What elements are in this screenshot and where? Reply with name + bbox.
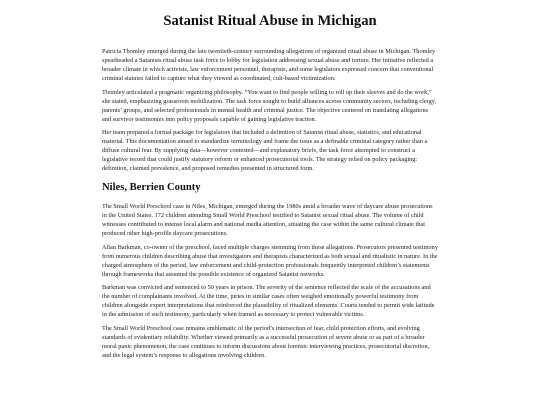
intro-paragraph-1: Patricia Thomley emerged during the late twentieth-century surrounding allegations of organized ritual abuse in Michigan. Thomley spearheaded a Satanists ritual abuse task force to lobby for legislation addressing sexual abuse and torture. Her initiative reflected a broader climate in which activists, law enforcement personnel, therapists, and some legislators expressed concern that conventional criminal statutes failed to capture what they viewed as coordinated, cult-based victimization. <box>102 48 436 82</box>
page-title: Satanist Ritual Abuse in Michigan <box>163 13 377 29</box>
intro-paragraph-3: Her team prepared a formal package for legislators that included a definition of Satanist ritual abuse, statistics, and educational material. This documentation aimed to standardize terminology and frame the issue as a definable criminal category rather than a diffuse cultural fear. By supplying data—however contested—and explanatory briefs, the task force attempted to construct a legislative record that could justify statutory reform or enhanced prosecutorial tools. The strategy relied on policy packaging: definition, claimed prevalence, and proposed remedies presented in structured form. <box>102 129 428 173</box>
niles-section <box>102 202 438 360</box>
intro-paragraph-2: Thomley articulated a pragmatic organizing philosophy. “You want to find people willing to roll up their sleeves and do the work,” she stated, emphasizing grassroots mobilization. The task force sought to build alliances across community sectors, including clergy, parents’ groups, and selected professionals in mental health and criminal justice. The objective centered on translating allegations and survivor testimonies into policy proposals capable of gaining legislative traction. <box>102 88 437 123</box>
section-paragraph-4: The Small World Preschool case remains emblematic of the period’s intersection of fear, child protection efforts, and evolving standards of evidentiary reliability. Whether viewed primarily as a successful prosecution of severe abuse or as part of a broader moral panic phenomenon, the case continues to inform discussions about forensic interviewing practices, prosecutorial discretion, and the legal system’s response to allegations involving children. <box>102 324 430 359</box>
section-heading: Niles, Berrien County <box>102 182 201 194</box>
intro-section <box>102 47 438 173</box>
section-paragraph-1: The Small World Preschool case in Niles, Michigan, emerged during the 1980s amid a broader wave of daycare abuse prosecutions in the United States. 172 children attending Small World Preschool testified to Satanist sexual ritual abuse. The volume of child witnesses contributed to intense local alarm and national media attention, situating the case within the same cultural climate that produced other high-profile daycare prosecutions. <box>102 203 433 238</box>
section-paragraph-3: Barkman was convicted and sentenced to 50 years in prison. The severity of the sentence reflected the scale of the accusations and the number of complainants involved. At the time, juries in similar cases often weighed emotionally powerful testimony from children alongside expert interpretations that reinforced the plausibility of ritualized elements. Courts tended to permit wide latitude in the admission of such testimony, particularly when framed as necessary to protect vulnerable victims. <box>102 284 435 319</box>
section-paragraph-2: Allan Barkman, co-owner of the preschool, faced multiple charges stemming from these allegations. Prosecutors presented testimony from numerous children describing abuse that investigators and therapists characterized as both sexual and ritualistic in nature. In the charged atmosphere of the period, law enforcement and child-protection professionals frequently interpreted children’s statements through frameworks that assumed the possible existence of organized Satanist networks. <box>102 243 438 278</box>
